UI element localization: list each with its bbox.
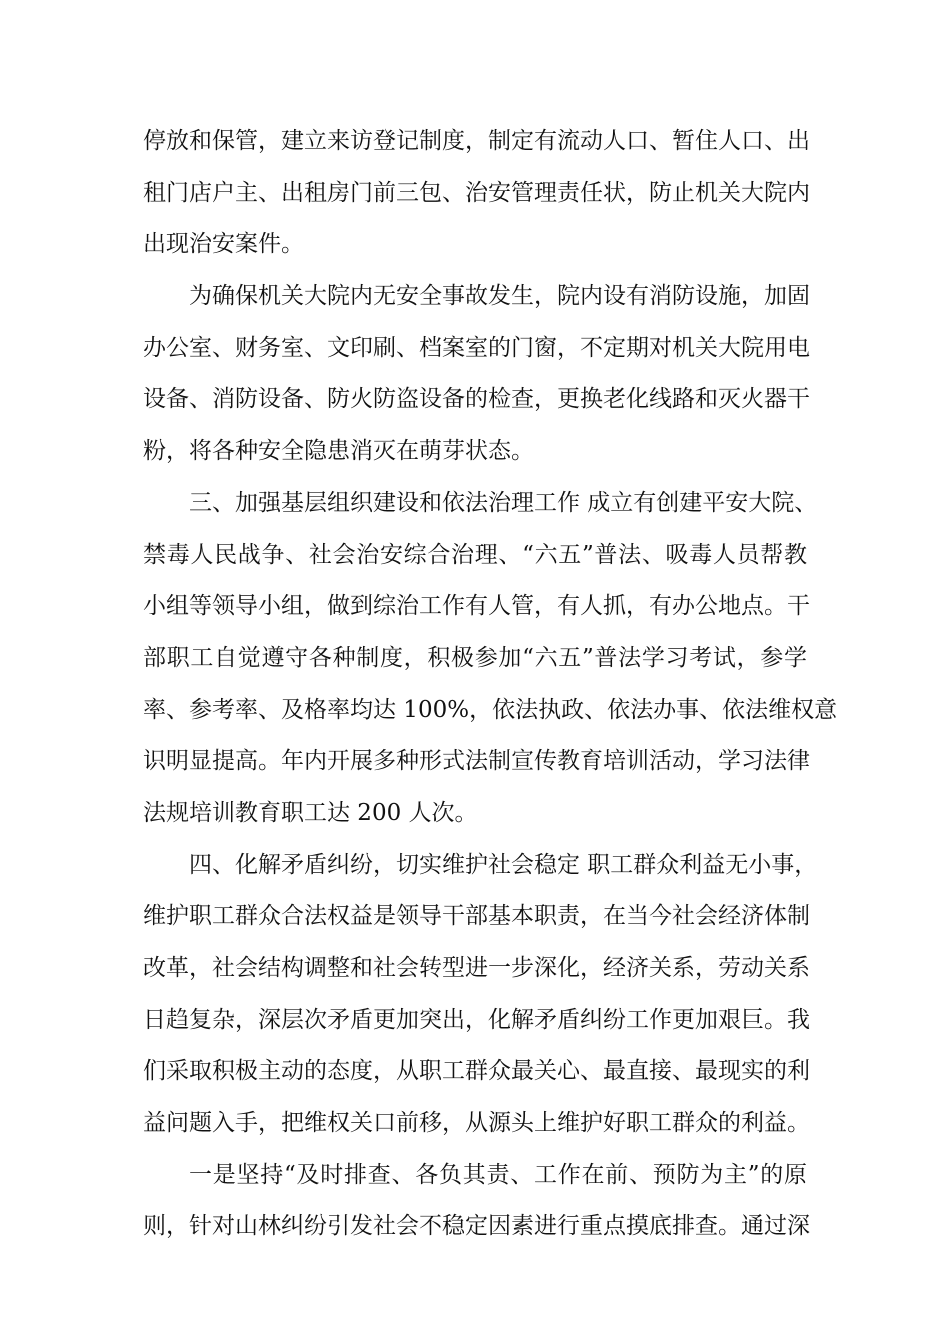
text-line: 则，针对山林纠纷引发社会不稳定因素进行重点摸底排查。通过深 bbox=[143, 1213, 810, 1240]
body-text bbox=[143, 116, 838, 1253]
text-line: 法规培训教育职工达 200 人次。 bbox=[143, 799, 478, 826]
text-line: 益问题入手，把维权关口前移，从源头上维护好职工群众的利益。 bbox=[143, 1110, 810, 1137]
text-line: 率、参考率、及格率均达 100%，依法执政、依法办事、依法维权意 bbox=[143, 696, 838, 723]
text-line: 们采取积极主动的态度，从职工群众最关心、最直接、最现实的利 bbox=[143, 1058, 810, 1085]
text-line: 维护职工群众合法权益是领导干部基本职责，在当今社会经济体制 bbox=[143, 903, 810, 930]
text-line: 办公室、财务室、文印刷、档案室的门窗，不定期对机关大院用电 bbox=[143, 334, 810, 361]
text-line: 粉，将各种安全隐患消灭在萌芽状态。 bbox=[143, 438, 534, 465]
text-line: 设备、消防设备、防火防盗设备的检查，更换老化线路和灭火器干 bbox=[143, 386, 810, 413]
text-line: 部职工自觉遵守各种制度，积极参加“六五”普法学习考试，参学 bbox=[143, 644, 807, 671]
text-line: 租门店户主、出租房门前三包、治安管理责任状，防止机关大院内 bbox=[143, 179, 810, 206]
text-line: 识明显提高。年内开展多种形式法制宣传教育培训活动，学习法律 bbox=[143, 748, 810, 775]
text-line: 禁毒人民战争、社会治安综合治理、“六五”普法、吸毒人员帮教 bbox=[143, 541, 807, 568]
text-line: 一是坚持“及时排查、各负其责、工作在前、预防为主”的原 bbox=[189, 1161, 807, 1188]
text-line: 四、化解矛盾纠纷，切实维护社会稳定 职工群众利益无小事， bbox=[189, 851, 818, 878]
text-line: 改革，社会结构调整和社会转型进一步深化，经济关系，劳动关系 bbox=[143, 955, 810, 981]
text-line: 小组等领导小组，做到综治工作有人管，有人抓，有办公地点。干 bbox=[143, 593, 810, 620]
text-line: 三、加强基层组织建设和依法治理工作 成立有创建平安大院、 bbox=[189, 489, 818, 516]
text-line: 出现治安案件。 bbox=[143, 231, 304, 258]
text-line: 停放和保管，建立来访登记制度，制定有流动人口、暂住人口、出 bbox=[143, 128, 810, 154]
text-line: 为确保机关大院内无安全事故发生，院内设有消防设施，加固 bbox=[189, 283, 810, 310]
text-line: 日趋复杂，深层次矛盾更加突出，化解矛盾纠纷工作更加艰巨。我 bbox=[143, 1006, 810, 1033]
